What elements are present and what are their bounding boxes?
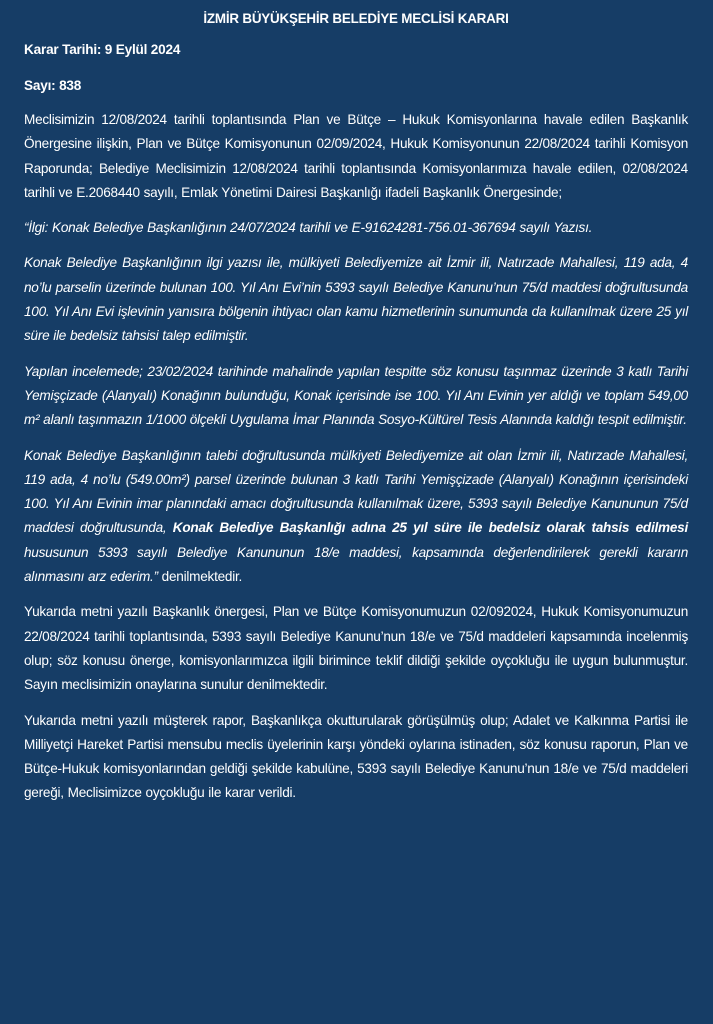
proposal-emphasis: Konak Belediye Başkanlığı adına 25 yıl süre ile bedelsiz olarak tahsis edilmesi bbox=[172, 520, 688, 536]
document-title: İZMİR BÜYÜKŞEHİR BELEDİYE MECLİSİ KARARI bbox=[203, 11, 509, 26]
decision-number: Sayı: 838 bbox=[24, 78, 82, 93]
proposal-paragraph bbox=[24, 444, 688, 590]
decision-date: Karar Tarihi: 9 Eylül 2024 bbox=[24, 42, 181, 57]
committee-paragraph: Yukarıda metni yazılı Başkanlık önergesi, Plan ve Bütçe Komisyonumuzun 02/092024, Hukuk Komisyonumuzun 22/08/2024 tarihli toplantısında, 5393 sayılı Belediye Kanunu’nun 18/e ve 75/d maddeleri kapsamında incelenmiş olup; söz konusu önerge, komisyonlarımızca ilgili birimince teklif dildiği şekilde oyçokluğu ile uygun bulunmuştur. Sayın meclisimizin onaylarına sunulur denilmektedir. bbox=[24, 604, 688, 693]
inspection-paragraph: Yapılan incelemede; 23/02/2024 tarihinde mahalinde yapılan tespitte söz konusu taşınmaz üzerinde 3 katlı Tarihi Yemişçizade (Alanyalı) Konağının bulunduğu, Konak içerisinde ise 100. Yıl Anı Evinin yer aldığı ve toplam 549,00 m² alanlı taşınmazın 1/1000 ölçekli Uygulama İmar Planında Sosyo-Kültürel Tesis Alanında kaldığı tespit edilmiştir. bbox=[24, 363, 688, 428]
proposal-text-2: hususunun 5393 sayılı Belediye Kanununun 18/e maddesi, kapsamında değerlendirilerek gerekli kararın alınmasını arz ederim.” bbox=[24, 544, 688, 585]
intro-paragraph: Meclisimizin 12/08/2024 tarihli toplantısında Plan ve Bütçe – Hukuk Komisyonlarına havale edilen Başkanlık Önergesine ilişkin, Plan ve Bütçe Komisyonunun 02/09/2024, Hukuk Komisyonunun 22/08/2024 tarihli Komisyon Raporunda; Belediye Meclisimizin 12/08/2024 tarihli toplantısında Komisyonlarımıza havale edilen, 02/08/2024 tarihli ve E.2068440 sayılı, Emlak Yönetimi Dairesi Başkanlığı ifadeli Başkanlık Önergesinde; bbox=[24, 112, 688, 200]
proposal-tail: denilmektedir. bbox=[157, 569, 243, 585]
proposal-text-1: Konak Belediye Başkanlığının talebi doğrultusunda mülkiyeti Belediyemize ait olan İzmir ili, Natırzade Mahallesi, 119 ada, 4 no’lu (549.00m²) parsel üzerinde bulunan 3 katlı Tarihi Yemişçizade (Alanyalı) Konağının içerisindeki 100. Yıl Anı Evinin imar planındaki amacı doğrultusunda kullanılmak üzere, 5393 sayılı Belediye Kanununun 75/d maddesi doğrultusunda, bbox=[24, 447, 688, 536]
decision-paragraph: Yukarıda metni yazılı müşterek rapor, Başkanlıkça okutturularak görüşülmüş olup; Adalet ve Kalkınma Partisi ile Milliyetçi Hareket Partisi mensubu meclis üyelerinin karşı yöndeki oylarına istinaden, söz konusu raporun, Plan ve Bütçe-Hukuk komisyonlarından geldiği şekilde kabulüne, 5393 sayılı Belediye Kanunu’nun 18/e ve 75/d maddeleri gereği, Meclisimizce oyçokluğu ile karar verildi. bbox=[24, 712, 688, 801]
reference-paragraph: “İlgi: Konak Belediye Başkanlığının 24/07/2024 tarihli ve E-91624281-756.01-367694 sayılı Yazısı. bbox=[24, 220, 593, 236]
request-paragraph: Konak Belediye Başkanlığının ilgi yazısı ile, mülkiyeti Belediyemize ait İzmir ili, Natırzade Mahallesi, 119 ada, 4 no’lu parselin üzerinde bulunan 100. Yıl Anı Evi’nin 5393 sayılı Belediye Kanunu’nun 75/d maddesi doğrultusunda 100. Yıl Anı Evi işlevinin yanısıra bölgenin ihtiyacı olan kamu hizmetlerinin sunumunda da kullanılmak üzere 25 yıl süre ile bedelsiz tahsisi talep edilmiştir. bbox=[24, 255, 688, 344]
